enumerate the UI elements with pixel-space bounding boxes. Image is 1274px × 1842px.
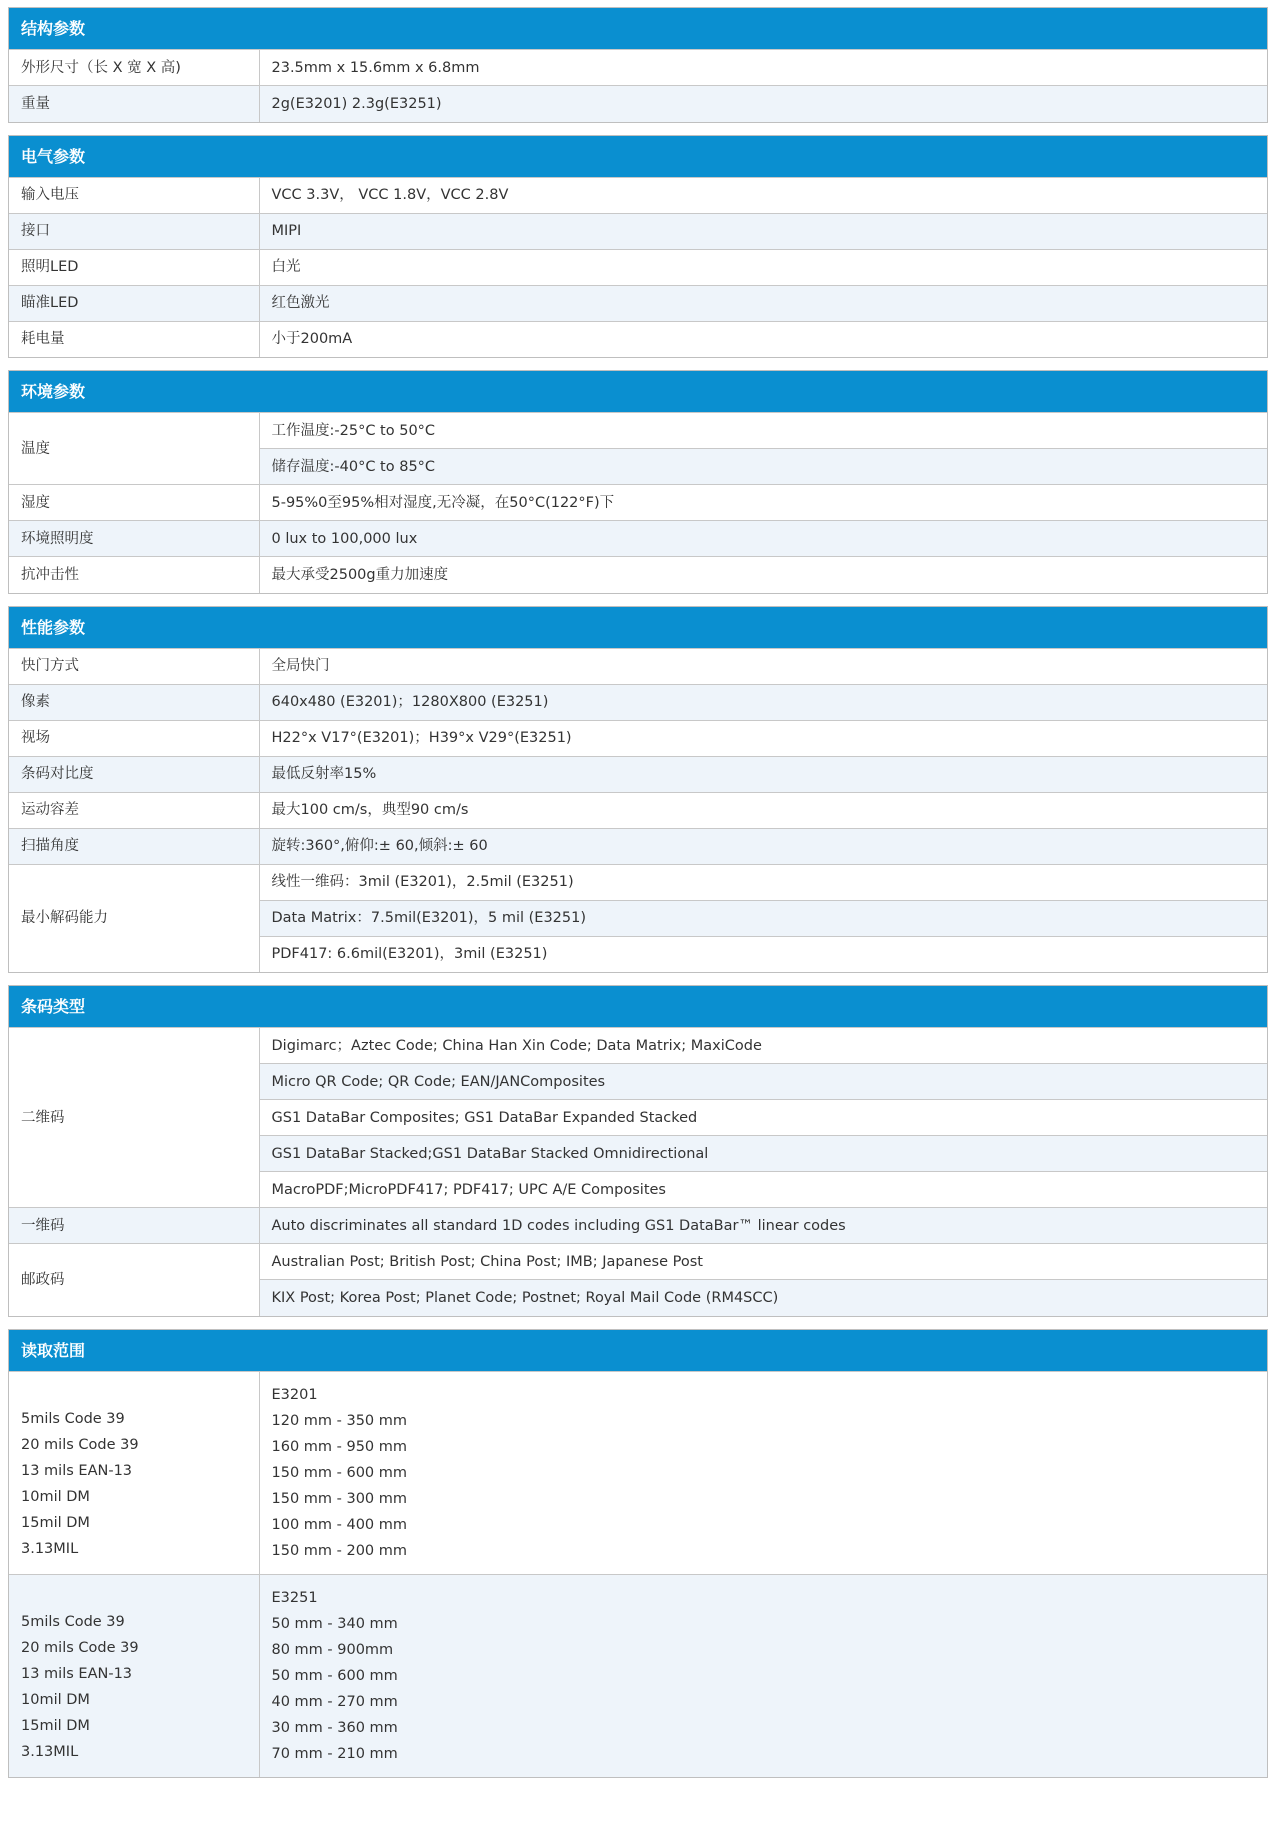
row-label: 一维码 <box>9 1208 259 1244</box>
range-value: 150 mm - 600 mm <box>271 1464 408 1481</box>
model-name: E3251 <box>271 1589 318 1606</box>
table-row <box>9 177 1267 213</box>
section-title: 性能参数 <box>9 607 1267 648</box>
range-labels <box>9 1371 259 1574</box>
row-value: Auto discriminates all standard 1D codes including GS1 DataBar™ linear codes <box>259 1208 1267 1244</box>
row-value: Digimarc；Aztec Code; China Han Xin Code; Data Matrix; MaxiCode <box>259 1028 1267 1064</box>
row-value: Data Matrix：7.5mil(E3201)，5 mil (E3251) <box>259 900 1267 936</box>
section-title: 环境参数 <box>9 371 1267 412</box>
table-row <box>9 285 1267 321</box>
row-label: 湿度 <box>9 485 259 521</box>
table-row <box>9 864 1267 900</box>
row-value: 5-95%0至95%相对湿度,无冷凝，在50°C(122°F)下 <box>259 485 1267 521</box>
table-row <box>9 792 1267 828</box>
range-values <box>259 1574 1267 1777</box>
row-label: 耗电量 <box>9 321 259 357</box>
row-value: MacroPDF;MicroPDF417; PDF417; UPC A/E Composites <box>259 1172 1267 1208</box>
row-value: 最大承受2500g重力加速度 <box>259 557 1267 593</box>
spec-table <box>9 1027 1267 1316</box>
spec-table <box>9 1371 1267 1777</box>
range-value: 120 mm - 350 mm <box>271 1412 408 1429</box>
row-label: 照明LED <box>9 249 259 285</box>
range-label: 5mils Code 39 <box>21 1410 125 1427</box>
table-row <box>9 485 1267 521</box>
section-title: 读取范围 <box>9 1330 1267 1371</box>
range-value: 30 mm - 360 mm <box>271 1719 398 1736</box>
row-label: 接口 <box>9 213 259 249</box>
row-value: 工作温度:-25°C to 50°C <box>259 413 1267 449</box>
spec-section <box>8 1329 1268 1778</box>
range-block <box>9 1371 1267 1574</box>
range-label: 13 mils EAN-13 <box>21 1665 133 1682</box>
row-label: 条码对比度 <box>9 756 259 792</box>
table-row <box>9 648 1267 684</box>
range-value: 150 mm - 200 mm <box>271 1542 408 1559</box>
row-value: 最低反射率15% <box>259 756 1267 792</box>
row-label: 抗冲击性 <box>9 557 259 593</box>
row-value: MIPI <box>259 213 1267 249</box>
range-value: 40 mm - 270 mm <box>271 1693 398 1710</box>
spec-section <box>8 7 1268 123</box>
range-value: 50 mm - 340 mm <box>271 1615 398 1632</box>
row-label: 二维码 <box>9 1028 259 1208</box>
model-name: E3201 <box>271 1386 318 1403</box>
row-value: 红色激光 <box>259 285 1267 321</box>
range-label: 5mils Code 39 <box>21 1613 125 1630</box>
range-labels <box>9 1574 259 1777</box>
table-row <box>9 249 1267 285</box>
range-label: 15mil DM <box>21 1717 90 1734</box>
row-label: 最小解码能力 <box>9 864 259 972</box>
table-row <box>9 1208 1267 1244</box>
row-label: 温度 <box>9 413 259 485</box>
table-row <box>9 321 1267 357</box>
range-value: 50 mm - 600 mm <box>271 1667 398 1684</box>
row-value: GS1 DataBar Composites; GS1 DataBar Expanded Stacked <box>259 1100 1267 1136</box>
range-label: 3.13MIL <box>21 1743 79 1760</box>
row-value: GS1 DataBar Stacked;GS1 DataBar Stacked Omnidirectional <box>259 1136 1267 1172</box>
row-label: 重量 <box>9 86 259 122</box>
row-label: 像素 <box>9 684 259 720</box>
row-value: 0 lux to 100,000 lux <box>259 521 1267 557</box>
row-value: 全局快门 <box>259 648 1267 684</box>
range-label: 10mil DM <box>21 1691 90 1708</box>
row-label: 视场 <box>9 720 259 756</box>
row-value: 旋转:360°,俯仰:± 60,倾斜:± 60 <box>259 828 1267 864</box>
row-label: 邮政码 <box>9 1244 259 1316</box>
row-value: H22°x V17°(E3201)；H39°x V29°(E3251) <box>259 720 1267 756</box>
spec-section <box>8 606 1268 974</box>
row-value: 23.5mm x 15.6mm x 6.8mm <box>259 50 1267 86</box>
row-label: 输入电压 <box>9 177 259 213</box>
table-row <box>9 86 1267 122</box>
range-label: 20 mils Code 39 <box>21 1436 139 1453</box>
row-value: 2g(E3201) 2.3g(E3251) <box>259 86 1267 122</box>
spec-section <box>8 370 1268 594</box>
range-values <box>259 1371 1267 1574</box>
row-value: Micro QR Code; QR Code; EAN/JANComposites <box>259 1064 1267 1100</box>
range-value: 150 mm - 300 mm <box>271 1490 408 1507</box>
table-row <box>9 50 1267 86</box>
spec-section <box>8 985 1268 1317</box>
row-value: KIX Post; Korea Post; Planet Code; Postnet; Royal Mail Code (RM4SCC) <box>259 1280 1267 1316</box>
range-value: 100 mm - 400 mm <box>271 1516 408 1533</box>
spec-table <box>9 49 1267 122</box>
row-label: 扫描角度 <box>9 828 259 864</box>
spec-sheet <box>8 7 1268 1790</box>
range-label: 10mil DM <box>21 1488 90 1505</box>
row-value: 白光 <box>259 249 1267 285</box>
row-label: 瞄准LED <box>9 285 259 321</box>
row-label: 运动容差 <box>9 792 259 828</box>
range-value: 70 mm - 210 mm <box>271 1745 398 1762</box>
table-row <box>9 1244 1267 1280</box>
table-row <box>9 521 1267 557</box>
section-title: 结构参数 <box>9 8 1267 49</box>
table-row <box>9 413 1267 449</box>
range-label: 15mil DM <box>21 1514 90 1531</box>
table-row <box>9 1028 1267 1064</box>
spec-table <box>9 177 1267 358</box>
table-row <box>9 720 1267 756</box>
table-row <box>9 756 1267 792</box>
row-label: 环境照明度 <box>9 521 259 557</box>
row-value: 小于200mA <box>259 321 1267 357</box>
row-value: 640x480 (E3201)；1280X800 (E3251) <box>259 684 1267 720</box>
section-title: 条码类型 <box>9 986 1267 1027</box>
row-value: PDF417: 6.6mil(E3201)，3mil (E3251) <box>259 936 1267 972</box>
row-value: VCC 3.3V， VCC 1.8V，VCC 2.8V <box>259 177 1267 213</box>
range-block <box>9 1574 1267 1777</box>
row-value: 最大100 cm/s，典型90 cm/s <box>259 792 1267 828</box>
range-value: 80 mm - 900mm <box>271 1641 394 1658</box>
spec-table <box>9 412 1267 593</box>
table-row <box>9 213 1267 249</box>
section-title: 电气参数 <box>9 136 1267 177</box>
spec-table <box>9 648 1267 973</box>
row-label: 外形尺寸（长 X 宽 X 高) <box>9 50 259 86</box>
range-label: 3.13MIL <box>21 1540 79 1557</box>
row-value: 线性一维码：3mil (E3201)，2.5mil (E3251) <box>259 864 1267 900</box>
row-label: 快门方式 <box>9 648 259 684</box>
range-value: 160 mm - 950 mm <box>271 1438 408 1455</box>
row-value: 储存温度:-40°C to 85°C <box>259 449 1267 485</box>
range-label: 20 mils Code 39 <box>21 1639 139 1656</box>
range-label: 13 mils EAN-13 <box>21 1462 133 1479</box>
table-row <box>9 828 1267 864</box>
row-value: Australian Post; British Post; China Post; IMB; Japanese Post <box>259 1244 1267 1280</box>
table-row <box>9 557 1267 593</box>
table-row <box>9 684 1267 720</box>
spec-section <box>8 135 1268 359</box>
